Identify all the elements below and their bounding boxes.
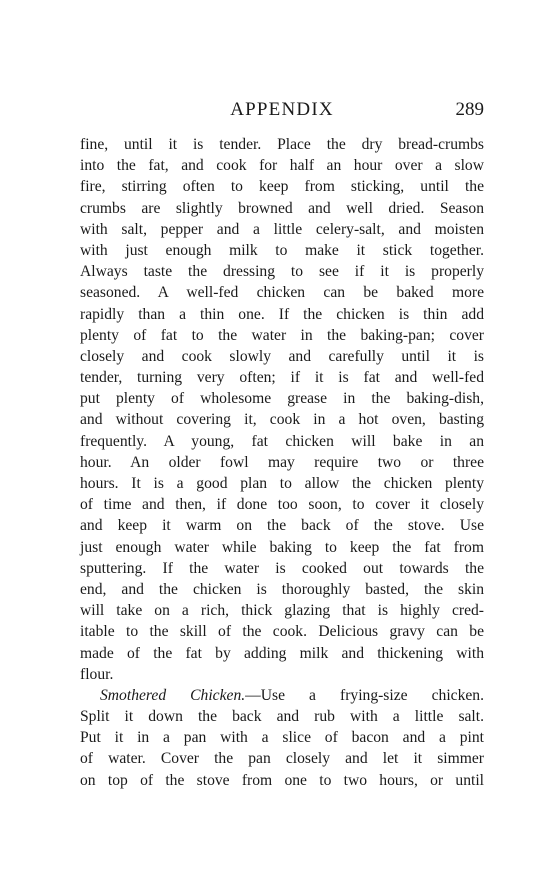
text-line: end, and the chicken is thoroughly basted, the skin — [80, 580, 484, 598]
text-line: on top of the stove from one to two hours, or until — [80, 771, 484, 789]
page-number: 289 — [455, 99, 484, 120]
text-line: sputtering. If the water is cooked out towards the — [80, 559, 484, 577]
text-line: seasoned. A well-fed chicken can be baked more — [80, 284, 484, 302]
recipe-subhead: Smothered Chicken. — [100, 686, 246, 704]
text-line: Split it down the back and rub with a little salt. — [80, 708, 484, 726]
text-line: and without covering it, cook in a hot oven, basting — [80, 411, 484, 429]
text-line: of time and then, if done too soon, to cover it closely — [80, 496, 484, 514]
text-line: closely and cook slowly and carefully until it is — [80, 347, 484, 365]
text-line — [80, 685, 484, 706]
text-line: into the fat, and cook for half an hour over a slow — [80, 157, 484, 175]
text-line: with salt, pepper and a little celery-salt, and moisten — [80, 220, 484, 238]
text-line: flour. — [80, 665, 114, 683]
paragraph-dressing-and-baking — [80, 134, 484, 685]
text-line: rapidly than a thin one. If the chicken is thin add — [80, 305, 484, 323]
running-head — [80, 98, 484, 122]
text-line: and keep it warm on the back of the stove. Use — [80, 517, 484, 535]
text-line: Put it in a pan with a slice of bacon and a pint — [80, 729, 484, 747]
recipe-intro-text: —Use a frying-size chicken. — [245, 686, 484, 704]
text-line: just enough water while baking to keep the fat from — [80, 538, 484, 556]
text-line: with just enough milk to make it stick together. — [80, 241, 484, 259]
running-title: APPENDIX — [230, 99, 334, 120]
text-line: will take on a rich, thick glazing that is highly cred- — [80, 602, 484, 620]
text-line: fine, until it is tender. Place the dry bread-crumbs — [80, 136, 484, 153]
text-line: hour. An older fowl may require two or three — [80, 453, 484, 471]
text-line: put plenty of wholesome grease in the baking-dish, — [80, 390, 484, 408]
text-line: Always taste the dressing to see if it is properly — [80, 263, 484, 281]
text-line: frequently. A young, fat chicken will bake in an — [80, 432, 484, 450]
text-line: itable to the skill of the cook. Delicious gravy can be — [80, 623, 484, 641]
text-line: fire, stirring often to keep from sticking, until the — [80, 178, 484, 196]
body-text — [80, 134, 484, 791]
text-line: crumbs are slightly browned and well dried. Season — [80, 199, 484, 217]
text-line: hours. It is a good plan to allow the chicken plenty — [80, 475, 484, 492]
text-line: plenty of fat to the water in the baking-pan; cover — [80, 326, 484, 344]
text-line: tender, turning very often; if it is fat and well-fed — [80, 369, 484, 387]
text-line: made of the fat by adding milk and thickening with — [80, 644, 484, 662]
paragraph-smothered-chicken — [80, 685, 484, 791]
text-line: of water. Cover the pan closely and let it simmer — [80, 750, 484, 768]
